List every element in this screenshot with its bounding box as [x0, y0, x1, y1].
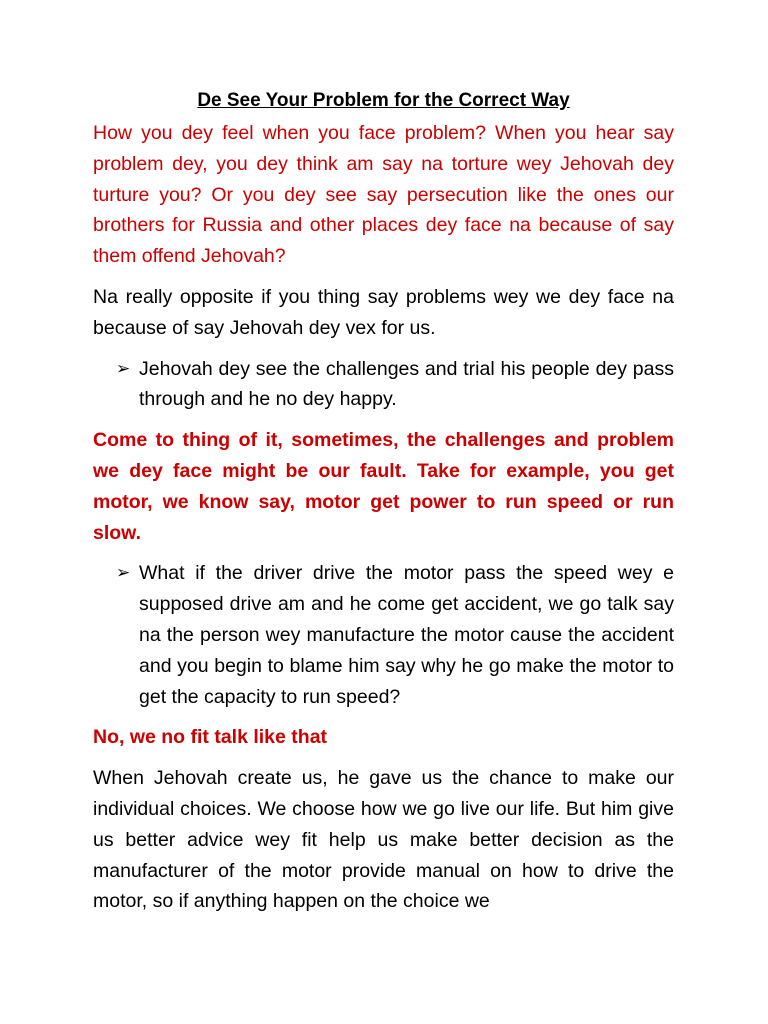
paragraph-intro-question: How you dey feel when you face problem? When you hear say problem dey, you dey think am say na torture wey Jehovah dey turture you? Or you dey see say persecution like the ones our brothers for Russia and other places dey face na because of say them offend Jehovah? [93, 122, 674, 268]
bullet-text: What if the driver drive the motor pass the speed wey e supposed drive am and he come get accident, we go talk say na the person wey manufacture the motor cause the accident and you begin to blame him say why he go make the motor to get the capacity to run speed? [139, 562, 674, 708]
paragraph-motor-example: Come to thing of it, sometimes, the challenges and problem we dey face might be our fault. Take for example, you get motor, we know say, motor get power to run speed or run slow. [93, 429, 674, 544]
arrow-bullet-icon: ➢ [116, 358, 131, 378]
paragraph-no-talk: No, we no fit talk like that [93, 726, 328, 749]
bullet-item-driver [93, 558, 674, 712]
paragraph-choices: When Jehovah create us, he gave us the chance to make our individual choices. We choose how we go live our life. But him give us better advice wey fit help us make better decision as the manufacturer of the motor provide manual on how to drive the motor, so if anything happen on the choice we [93, 767, 674, 913]
bullet-text: Jehovah dey see the challenges and trial his people dey pass through and he no dey happy. [139, 357, 674, 411]
arrow-bullet-icon: ➢ [116, 563, 131, 583]
document-page [93, 86, 674, 927]
paragraph-opposite: Na really opposite if you thing say problems wey we dey face na because of say Jehovah dey vex for us. [93, 285, 674, 339]
bullet-item-challenges [93, 354, 674, 416]
document-title: De See Your Problem for the Correct Way [197, 90, 570, 111]
